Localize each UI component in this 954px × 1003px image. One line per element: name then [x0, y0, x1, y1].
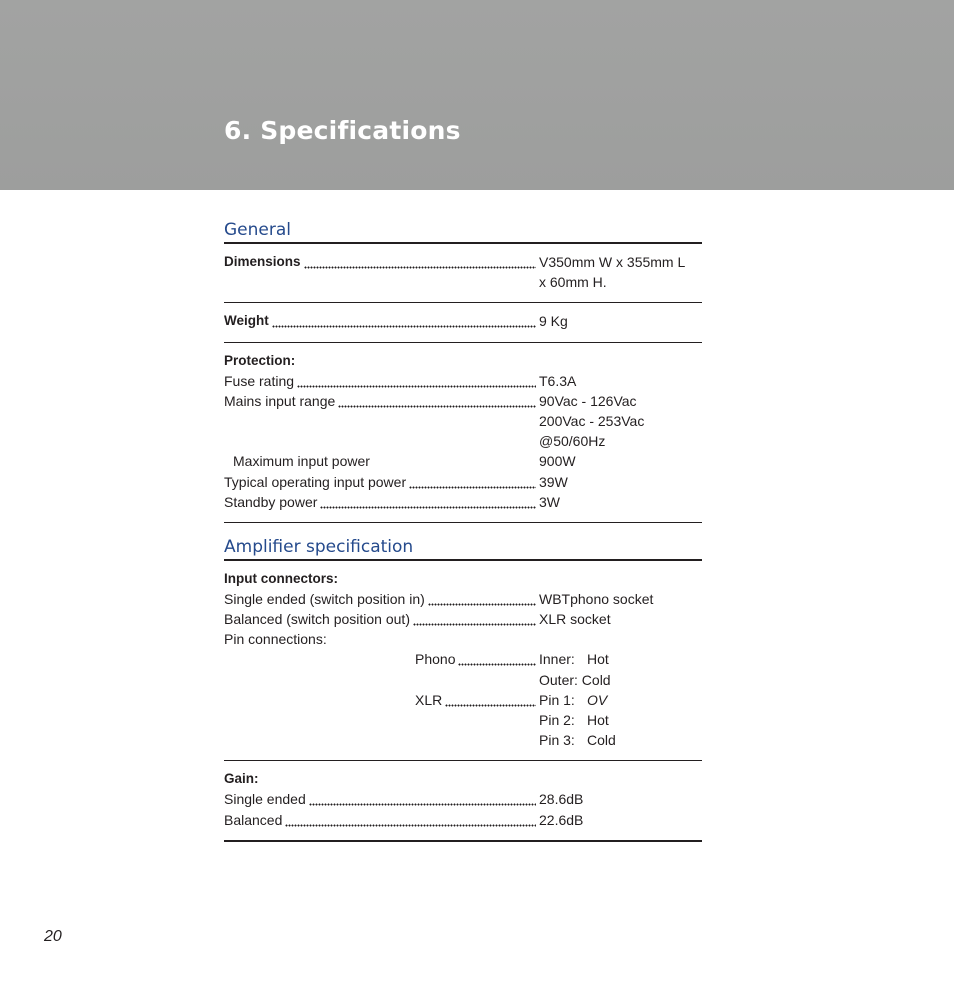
spec-value: Outer: Cold [539, 671, 611, 688]
dot-leader [428, 589, 536, 609]
dot-leader [304, 252, 536, 272]
protection-block [224, 343, 702, 522]
dot-leader [458, 649, 536, 669]
spec-label: Typical operating input power [224, 473, 407, 490]
spec-value: 90Vac - 126Vac [539, 392, 637, 409]
spec-value: XLR socket [539, 611, 611, 628]
protection-heading: Protection: [224, 352, 296, 368]
dot-leader [409, 472, 536, 492]
dot-leader [338, 391, 536, 411]
spec-label: Fuse rating [224, 372, 295, 389]
spec-label: Maximum input power [233, 453, 370, 470]
spec-row-phono [224, 649, 702, 669]
gain-block [224, 761, 702, 839]
spec-value: Pin 3: Cold [539, 732, 616, 749]
dot-leader [320, 492, 536, 512]
dot-leader [272, 311, 536, 331]
spec-value: 900W [539, 453, 576, 470]
spec-row-balanced [224, 609, 702, 629]
spec-label: Mains input range [224, 392, 336, 409]
spec-value: 9 Kg [539, 313, 568, 330]
dot-leader [445, 690, 536, 710]
gain-heading: Gain: [224, 771, 259, 787]
spec-row-dimensions-cont [224, 272, 702, 292]
spec-value: x 60mm H. [539, 274, 607, 291]
spec-value: 39W [539, 473, 568, 490]
section-title-amplifier: Amplifier specification [224, 536, 414, 557]
dot-leader [413, 609, 536, 629]
spec-label: XLR [415, 691, 443, 708]
dimensions-block [224, 244, 702, 302]
spec-row-dimensions [224, 252, 702, 272]
spec-label: Single ended [224, 791, 306, 808]
dot-leader [297, 371, 536, 391]
spec-value: @50/60Hz [539, 433, 606, 450]
spec-label: Phono [415, 651, 456, 668]
spec-row-gain-balanced [224, 810, 702, 830]
page-title: 6. Specifications [224, 116, 461, 145]
spec-row-weight [224, 311, 702, 331]
spec-value: V350mm W x 355mm L [539, 254, 686, 270]
spec-value: 200Vac - 253Vac [539, 412, 645, 429]
spec-value: Pin 1: OV [539, 691, 608, 708]
dot-leader [309, 789, 536, 809]
spec-row-standby [224, 492, 702, 512]
spec-value: 22.6dB [539, 811, 584, 828]
spec-value: 28.6dB [539, 791, 584, 808]
spec-value: T6.3A [539, 372, 577, 389]
spec-value: WBTphono socket [539, 590, 654, 607]
spec-row-typical-power [224, 472, 702, 492]
spec-label: Pin connections: [224, 631, 327, 648]
spec-content [224, 218, 702, 842]
spec-row-max-power [224, 451, 702, 471]
input-heading: Input connectors: [224, 570, 338, 586]
spec-label: Single ended (switch position in) [224, 590, 425, 607]
input-connectors-block [224, 561, 702, 761]
spec-row-fuse [224, 371, 702, 391]
spec-label: Dimensions [224, 254, 301, 269]
spec-value: 3W [539, 493, 560, 510]
spec-row-mains [224, 391, 702, 411]
spec-label: Standby power [224, 493, 318, 510]
spec-label: Balanced [224, 811, 283, 828]
section-title-general: General [224, 220, 291, 240]
spec-row-gain-single [224, 789, 702, 809]
spec-value: Inner: Hot [539, 651, 609, 668]
spec-label: Balanced (switch position out) [224, 611, 410, 628]
dot-leader [285, 810, 536, 830]
spec-label: Weight [224, 313, 269, 329]
spec-value: Pin 2: Hot [539, 712, 609, 728]
spec-row-xlr [224, 690, 702, 710]
spec-row-single-ended [224, 589, 702, 609]
header-banner [0, 0, 954, 190]
weight-block [224, 303, 702, 341]
spec-row-pin-connections [224, 629, 702, 649]
page-number: 20 [44, 928, 62, 945]
section-end-rule [224, 840, 702, 842]
